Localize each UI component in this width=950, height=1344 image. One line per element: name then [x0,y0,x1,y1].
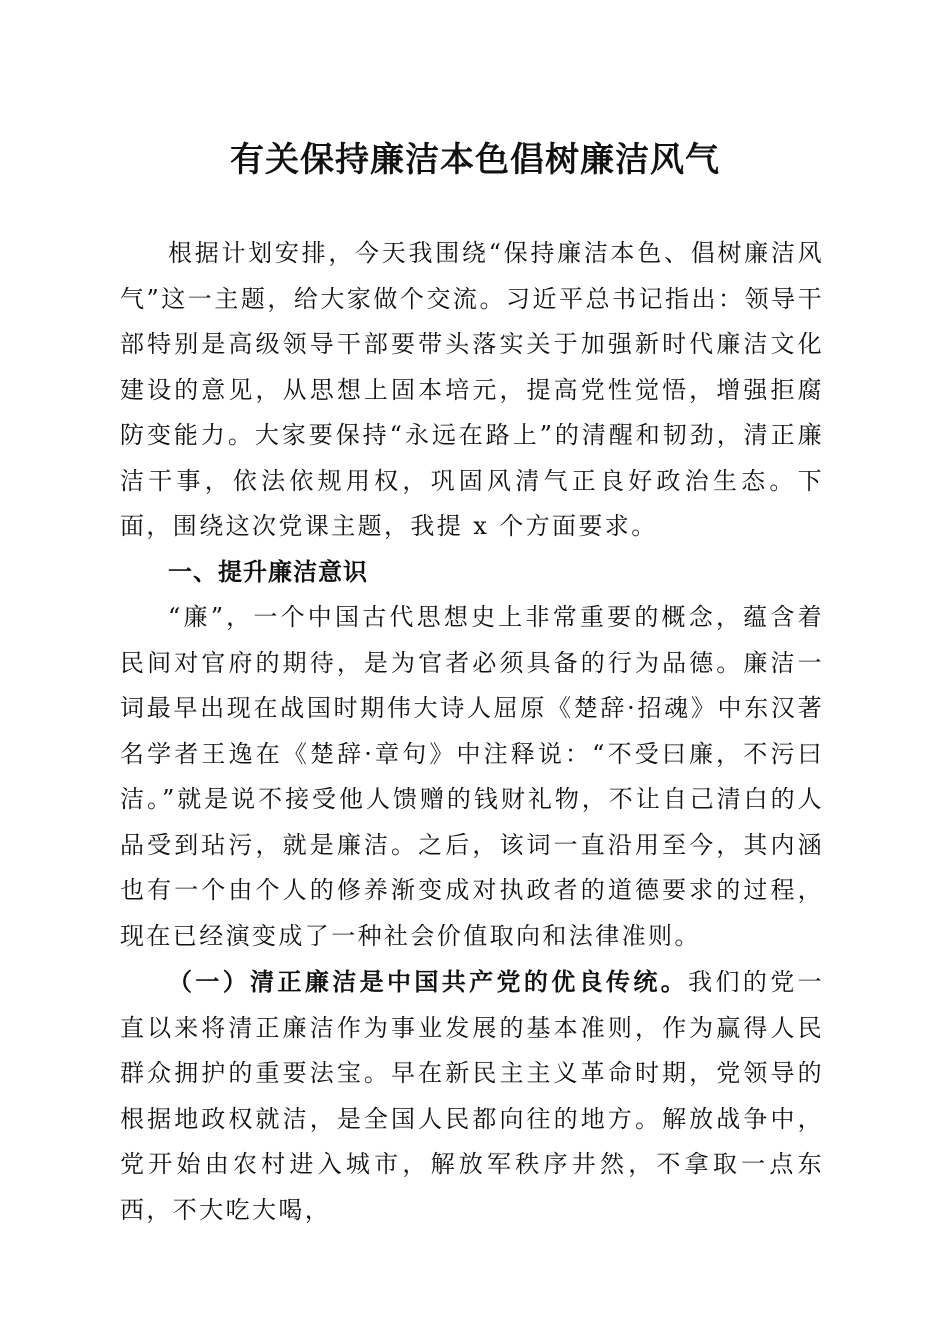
section-paragraph: “廉”，一个中国古代思想史上非常重要的概念，蕴含着民间对官府的期待，是为官者必须具备的行为品德。廉洁一词最早出现在战国时期伟大诗人屈原《楚辞·招魂》中东汉著名学者王逸在《楚辞·章句》中注释说：“不受曰廉，不污曰洁。”就是说不接受他人馈赠的钱财礼物，不让自己清白的人品受到玷污，就是廉洁。之后，该词一直沿用至今，其内涵也有一个由个人的修养渐变成对执政者的道德要求的过程，现在已经演变成了一种社会价值取向和法律准则。 [120,603,824,950]
subsection-lead: （一）清正廉洁是中国共产党的优良传统。 [168,967,689,996]
subsection-paragraph [120,959,824,1233]
document-title: 有关保持廉洁本色倡树廉洁风气 [230,140,720,180]
section-heading: 一、提升廉洁意识 [168,557,368,586]
document-body [120,231,824,1233]
subsection-text: 我们的党一直以来将清正廉洁作为事业发展的基本准则，作为赢得人民群众拥护的重要法宝。早在新民主主义革命时期，党领导的根据地政权就洁，是全国人民都向往的地方。解放战争中，党开始由农村进入城市，解放军秩序井然，不拿取一点东西，不大吃大喝， [120,968,825,1224]
intro-paragraph: 根据计划安排，今天我围绕“保持廉洁本色、倡树廉洁风气”这一主题，给大家做个交流。习近平总书记指出：领导干部特别是高级领导干部要带头落实关于加强新时代廉洁文化建设的意见，从思想上固本培元，提高党性觉悟，增强拒腐防变能力。大家要保持“永远在路上”的清醒和韧劲，清正廉洁干事，依法依规用权，巩固风清气正良好政治生态。下面，围绕这次党课主题，我提 x 个方面要求。 [120,239,824,540]
